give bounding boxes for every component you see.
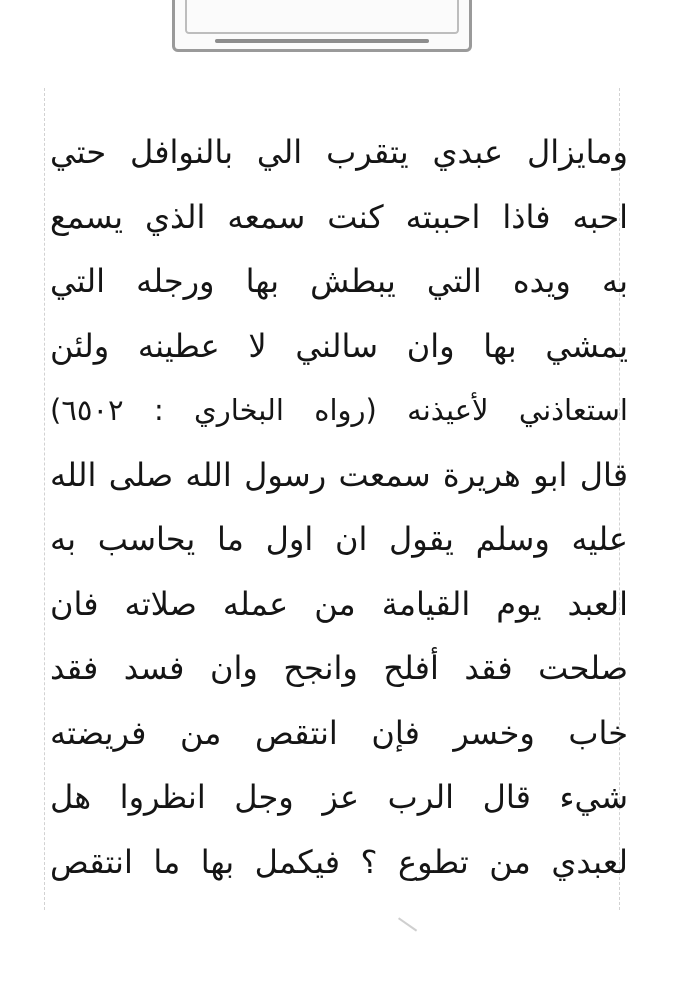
text-line: احبه فاذا احببته كنت سمعه الذي يسمع <box>50 197 628 236</box>
text-line: عليه وسلم يقول ان اول ما يحاسب به <box>50 520 628 558</box>
text-line: ومايزال عبدي يتقرب الي بالنوافل حتي <box>50 133 628 171</box>
handwritten-text <box>50 120 628 894</box>
pencil-mark <box>389 917 417 944</box>
text-line: خاب وخسر فإن انتقص من فريضته <box>50 713 628 752</box>
binder-clip-bar <box>215 39 429 43</box>
text-line: صلحت فقد أفلح وانجح وان فسد فقد <box>50 649 628 687</box>
binder-clip-frame <box>185 0 459 34</box>
text-line: العبد يوم القيامة من عمله صلاته فان <box>50 584 628 623</box>
text-line: استعاذني لأعيذنه (رواه البخاري : ٦٥٠٢) <box>50 393 628 427</box>
text-line: قال ابو هريرة سمعت رسول الله صلى الله <box>50 455 628 494</box>
text-line: يمشي بها وان سالني لا عطينه ولئن <box>50 326 628 365</box>
text-line: لعبدي من تطوع ؟ فيكمل بها ما انتقص <box>50 842 628 881</box>
binder-clip <box>172 0 472 52</box>
text-line: به ويده التي يبطش بها ورجله التي <box>50 262 628 300</box>
text-line: شيء قال الرب عز وجل انظروا هل <box>50 778 628 816</box>
